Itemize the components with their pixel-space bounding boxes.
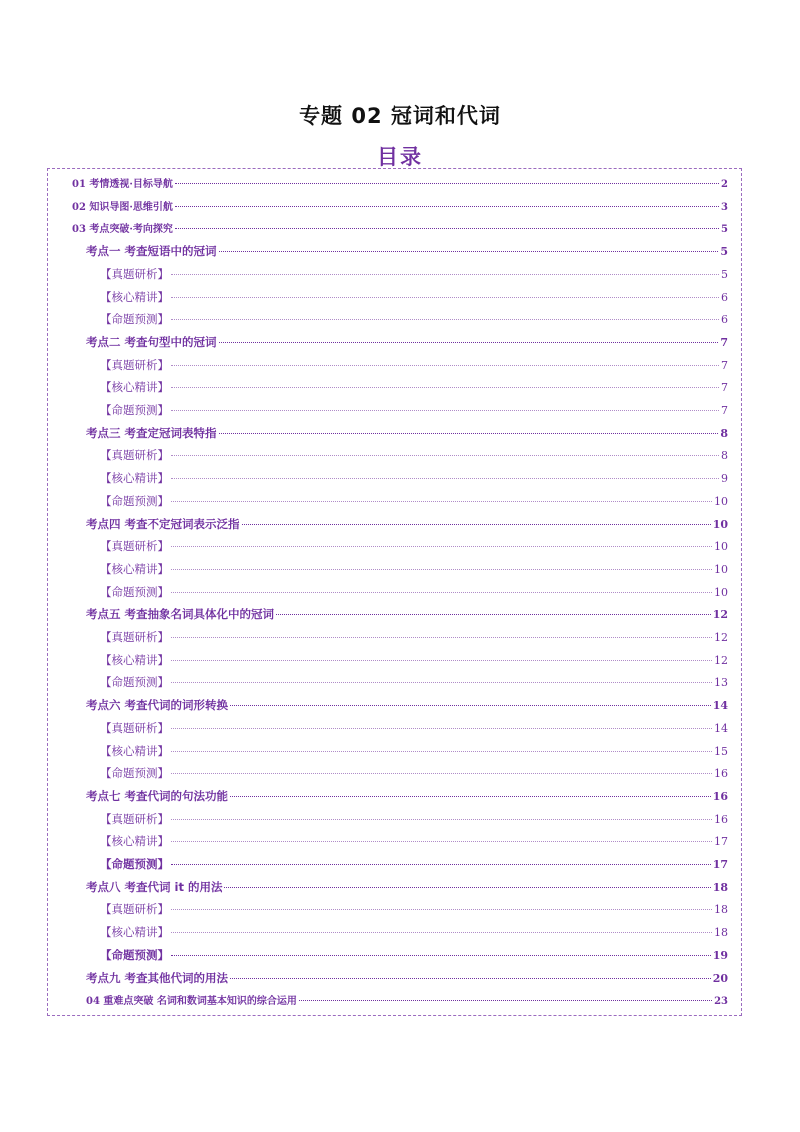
toc-entry-page: 12 [714, 631, 728, 644]
toc-dot-leader [230, 978, 711, 979]
toc-dot-leader [224, 887, 710, 888]
toc-dot-leader [171, 410, 719, 411]
toc-entry[interactable] [100, 629, 728, 649]
toc-entry-page: 2 [721, 179, 728, 190]
toc-entry-label: 【命题预测】 [100, 675, 169, 690]
toc-entry-label: 考点三 考查定冠词表特指 [86, 425, 217, 440]
toc-dot-leader [171, 660, 712, 661]
toc-entry-label: 【真题研析】 [100, 811, 169, 826]
toc-entry-page: 10 [714, 494, 728, 508]
toc-entry[interactable] [100, 833, 728, 853]
toc-entry[interactable] [100, 856, 728, 876]
toc-dot-leader [175, 228, 719, 229]
toc-entry-label: 01 考情透视·目标导航 [72, 179, 173, 190]
toc-entry[interactable] [100, 493, 728, 513]
toc-entry[interactable] [100, 538, 728, 558]
toc-entry-label: 【核心精讲】 [100, 925, 169, 940]
toc-dot-leader [175, 183, 719, 184]
toc-dot-leader [171, 274, 719, 275]
toc-dot-leader [171, 592, 712, 593]
toc-entry[interactable] [100, 379, 728, 399]
toc-entry-page: 13 [714, 676, 728, 690]
toc-entry[interactable] [100, 743, 728, 763]
toc-dot-leader [171, 637, 712, 638]
toc-dot-leader [171, 455, 719, 456]
toc-entry-label: 【核心精讲】 [100, 743, 169, 758]
toc-entry-label: 考点八 考查代词 it 的用法 [86, 879, 223, 894]
toc-dot-leader [242, 524, 711, 525]
toc-entry-label: 【命题预测】 [100, 403, 169, 417]
toc-entry[interactable] [100, 924, 728, 944]
toc-entry-page: 17 [712, 858, 728, 871]
toc-entry[interactable] [86, 879, 728, 899]
toc-dot-leader [171, 819, 712, 820]
toc-dot-leader [171, 955, 711, 956]
toc-entry-page: 10 [714, 540, 728, 554]
toc-dot-leader [171, 365, 719, 366]
toc-entry[interactable] [72, 175, 728, 195]
toc-heading: 目录 [377, 145, 423, 169]
toc-entry-page: 5 [720, 245, 728, 259]
toc-entry-label: 【命题预测】 [100, 857, 169, 871]
toc-entry-page: 18 [714, 903, 728, 917]
toc-entry[interactable] [72, 198, 728, 218]
toc-entry-label: 考点五 考查抽象名词具体化中的冠词 [86, 607, 275, 622]
toc-entry[interactable] [86, 606, 728, 626]
toc-entry-label: 【核心精讲】 [100, 561, 169, 576]
toc-entry[interactable] [100, 470, 728, 490]
toc-entry[interactable] [86, 334, 728, 354]
toc-dot-leader [171, 773, 712, 774]
toc-entry[interactable] [100, 561, 728, 581]
toc-entry-label: 【真题研析】 [100, 902, 169, 917]
toc-entry-page: 19 [712, 948, 728, 962]
toc-entry[interactable] [100, 811, 728, 831]
toc-entry[interactable] [100, 289, 728, 309]
toc-dot-leader [171, 387, 719, 388]
toc-entry[interactable] [86, 788, 728, 808]
toc-entry-label: 【命题预测】 [100, 766, 169, 781]
toc-entry-page: 10 [714, 562, 728, 576]
toc-entry-page: 5 [721, 224, 728, 236]
toc-entry-label: 【命题预测】 [100, 584, 169, 599]
toc-dot-leader [171, 682, 712, 683]
toc-entry[interactable] [100, 674, 728, 694]
toc-dot-leader [171, 501, 712, 502]
toc-entry[interactable] [86, 697, 728, 717]
toc-entry-page: 10 [714, 585, 728, 599]
toc-entry-page: 16 [712, 789, 728, 803]
toc-entry[interactable] [100, 266, 728, 286]
toc-entry-label: 考点六 考查代词的词形转换 [86, 698, 229, 713]
toc-entry[interactable] [100, 765, 728, 785]
toc-entry-label: 【真题研析】 [100, 266, 169, 281]
toc-entry[interactable] [86, 516, 728, 536]
toc-entry-page: 16 [714, 812, 728, 826]
toc-entry-page: 18 [712, 880, 728, 894]
toc-entry-page: 20 [712, 971, 728, 985]
toc-entry-page: 3 [721, 201, 728, 213]
toc-entry-page: 7 [721, 381, 728, 395]
toc-entry-label: 【核心精讲】 [100, 834, 169, 849]
toc-entry-label: 【真题研析】 [100, 720, 169, 735]
toc-entry[interactable] [100, 947, 728, 967]
toc-entry[interactable] [100, 447, 728, 467]
page-title: 专题 02 冠词和代词 [299, 104, 501, 128]
toc-entry-label: 【核心精讲】 [100, 380, 169, 395]
toc-entry-label: 【核心精讲】 [100, 471, 169, 486]
toc-entry-page: 14 [714, 721, 728, 735]
toc-dot-leader [171, 728, 712, 729]
toc-entry-page: 23 [714, 996, 728, 1008]
toc-entry[interactable] [100, 357, 728, 377]
toc-entry-label: 02 知识导图·思维引航 [72, 201, 173, 213]
toc-entry-page: 17 [714, 835, 728, 849]
toc-entry[interactable] [100, 901, 728, 921]
toc-entry-page: 10 [712, 517, 728, 531]
toc-entry-label: 考点一 考查短语中的冠词 [86, 244, 217, 259]
toc-entry-label: 【核心精讲】 [100, 652, 169, 667]
toc-dot-leader [171, 297, 719, 298]
toc-entry[interactable] [72, 220, 728, 240]
toc-entry-page: 8 [720, 426, 728, 440]
toc-entry-page: 6 [721, 313, 728, 327]
toc-entry-label: 【命题预测】 [100, 947, 169, 962]
toc-entry-label: 考点二 考查句型中的冠词 [86, 334, 217, 349]
toc-dot-leader [171, 909, 712, 910]
toc-entry-page: 8 [721, 449, 728, 463]
toc-dot-leader [171, 319, 719, 320]
toc-entry[interactable] [100, 311, 728, 331]
toc-entry-page: 7 [720, 335, 728, 349]
toc-entry-page: 18 [714, 926, 728, 940]
toc-dot-leader [175, 206, 719, 207]
toc-entry-page: 15 [714, 744, 728, 758]
toc-entry[interactable] [86, 243, 728, 263]
toc-dot-leader [171, 546, 712, 547]
toc-entry-label: 【命题预测】 [100, 312, 169, 327]
toc-dot-leader [171, 569, 712, 570]
toc-entry-label: 04 重难点突破 名词和数词基本知识的综合运用 [86, 996, 297, 1008]
toc-dot-leader [171, 478, 719, 479]
toc-entry-page: 12 [714, 653, 728, 667]
toc-dot-leader [171, 841, 712, 842]
toc-entry-label: 【真题研析】 [100, 357, 169, 372]
toc-entry-label: 考点九 考查其他代词的用法 [86, 970, 229, 985]
toc-entry-label: 【真题研析】 [100, 630, 169, 644]
toc-entry-page: 7 [721, 404, 728, 417]
toc-dot-leader [171, 932, 712, 933]
toc-entry[interactable] [86, 425, 728, 445]
toc-dot-leader [230, 796, 711, 797]
toc-entry-page: 7 [721, 358, 728, 372]
toc-entry-page: 6 [721, 290, 728, 304]
toc-dot-leader [171, 751, 712, 752]
toc-dot-leader [276, 614, 711, 615]
toc-entry-label: 03 考点突破·考向探究 [72, 224, 173, 236]
toc-entry-page: 5 [721, 267, 728, 281]
toc-dot-leader [219, 251, 719, 252]
toc-entry[interactable] [86, 992, 728, 1012]
toc-dot-leader [299, 1000, 712, 1001]
toc-entry[interactable] [86, 970, 728, 990]
toc-dot-leader [219, 342, 719, 343]
toc-entry-label: 【命题预测】 [100, 493, 169, 508]
toc-entry-label: 【真题研析】 [100, 448, 169, 463]
toc-dot-leader [171, 864, 711, 865]
toc-entry-page: 12 [712, 608, 728, 622]
toc-entry-label: 考点四 考查不定冠词表示泛指 [86, 516, 240, 531]
toc-entry[interactable] [100, 402, 728, 422]
toc-entry-page: 9 [721, 472, 728, 486]
toc-entry[interactable] [100, 652, 728, 672]
toc-dot-leader [219, 433, 719, 434]
toc-dot-leader [230, 705, 711, 706]
toc-entry-page: 16 [714, 767, 728, 781]
toc-entry-label: 【核心精讲】 [100, 289, 169, 304]
toc-entry-label: 考点七 考查代词的句法功能 [86, 788, 229, 803]
toc-entry-page: 14 [712, 699, 728, 713]
toc-entry[interactable] [100, 720, 728, 740]
toc-entry-label: 【真题研析】 [100, 539, 169, 554]
toc-entry[interactable] [100, 584, 728, 604]
